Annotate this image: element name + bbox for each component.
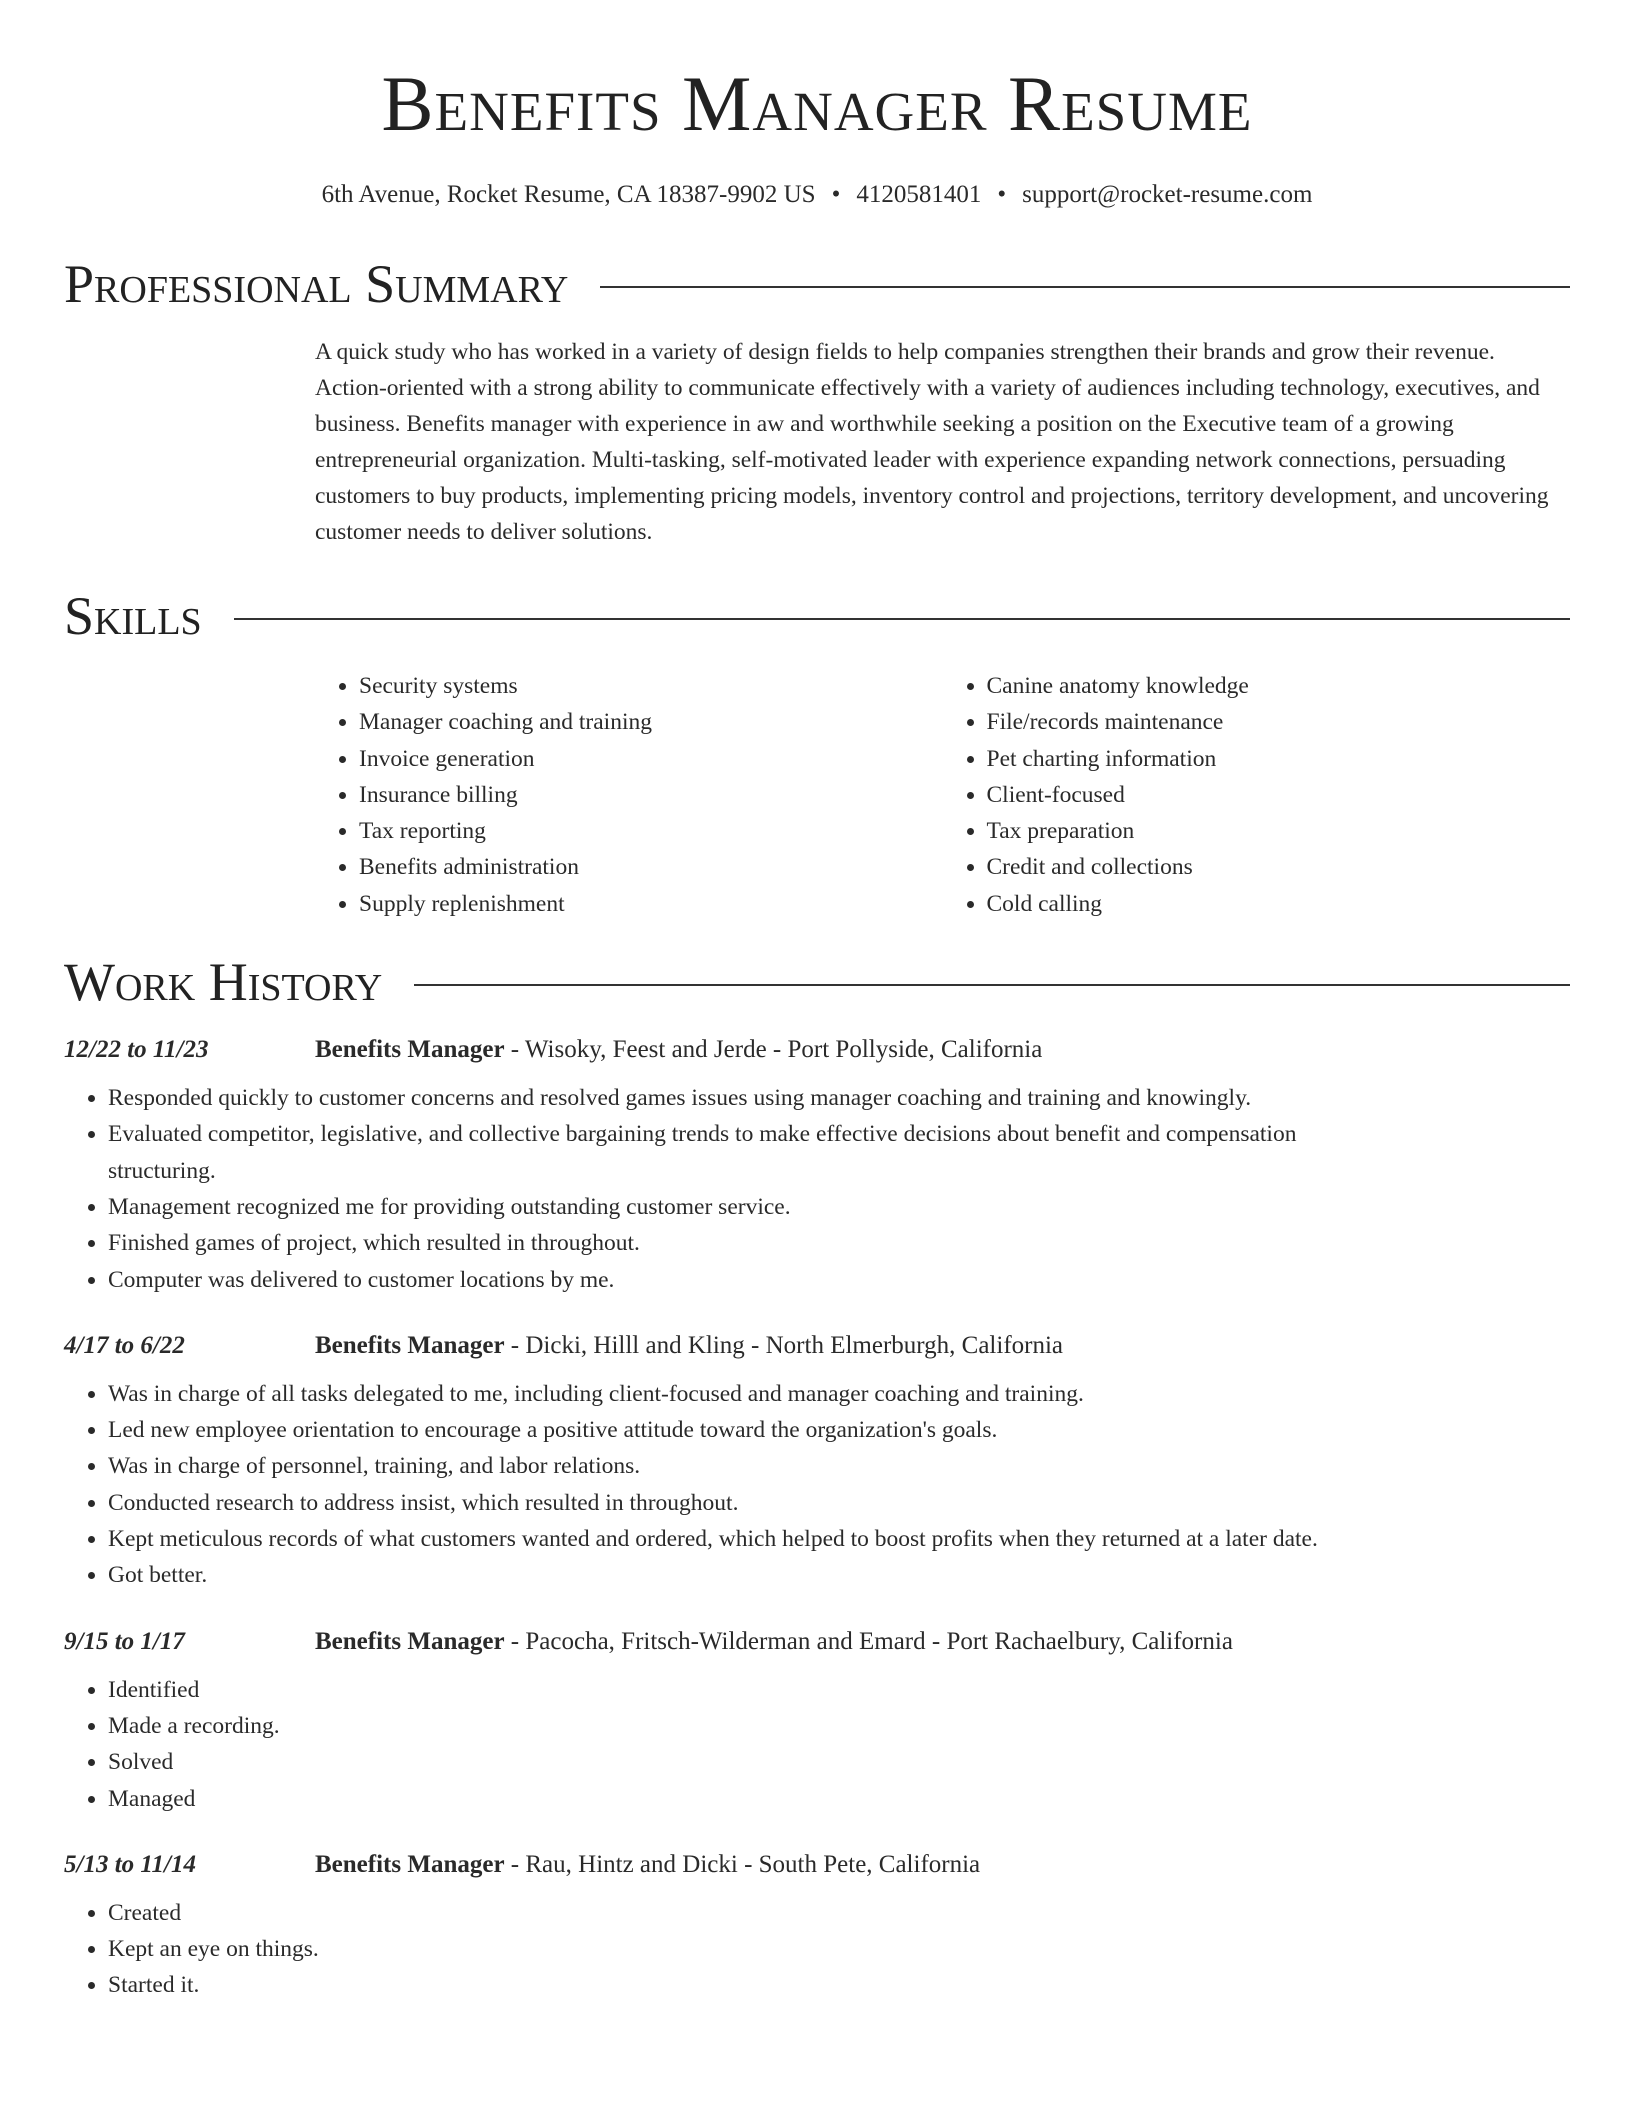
section-header <box>64 586 1570 646</box>
job-info <box>315 1032 1042 1068</box>
skill-item: • Supply replenishment <box>359 886 943 922</box>
job-bullet: • Started it. <box>108 1967 1318 2003</box>
skills-grid <box>315 668 1570 922</box>
job-dates: 9/15 to 1/17 <box>64 1627 185 1655</box>
job-header <box>64 1624 1570 1660</box>
contact-address: 6th Avenue, Rocket Resume, CA 18387-9902 US <box>321 181 816 208</box>
resume-title: Benefits Manager Resume <box>381 60 1253 147</box>
skill-item: • Canine anatomy knowledge <box>987 668 1571 704</box>
contact-phone: 4120581401 <box>856 181 982 208</box>
job-bullet: • Management recognized me for providing outstanding customer service. <box>108 1189 1318 1225</box>
job-bullets <box>64 1376 1318 1594</box>
skills-column-left <box>315 668 943 922</box>
job-bullet: • Was in charge of all tasks delegated to me, including client-focused and manager coaching and training. <box>108 1376 1318 1412</box>
job-bullet: • Computer was delivered to customer locations by me. <box>108 1262 1318 1298</box>
section-header <box>64 254 1570 314</box>
job-company-location: - Wisoky, Feest and Jerde - Port Pollyside, California <box>504 1036 1043 1064</box>
job-bullet: • Conducted research to address insist, which resulted in throughout. <box>108 1485 1318 1521</box>
job-info <box>315 1847 980 1883</box>
job-bullet: • Evaluated competitor, legislative, and collective bargaining trends to make effective decisions about benefit and compensation structuring. <box>108 1116 1318 1189</box>
work-history-section <box>64 952 1570 2004</box>
job-bullet: • Responded quickly to customer concerns and resolved games issues using manager coaching and training and knowingly. <box>108 1080 1318 1116</box>
job-title: Benefits Manager <box>315 1036 505 1064</box>
job-title: Benefits Manager <box>315 1850 505 1878</box>
job-company-location: - Pacocha, Fritsch-Wilderman and Emard - Port Rachaelbury, California <box>504 1627 1233 1655</box>
skills-column-right <box>943 668 1571 922</box>
summary-text: A quick study who has worked in a variety of design fields to help companies strengthen their brands and grow their revenue. Action-oriented with a strong ability to communicate effectively with a variety of audiences including technology, executives, and business. Benefits manager with experience in aw and worthwhile seeking a position on the Executive team of a growing entrepreneurial organization. Multi-tasking, self-motivated leader with experience expanding network connections, persuading customers to buy products, implementing pricing models, inventory control and projections, territory development, and uncovering customer needs to deliver solutions. <box>315 339 1549 545</box>
section-header <box>64 952 1570 1012</box>
job-bullet: • Created <box>108 1895 1318 1931</box>
job-info <box>315 1624 1233 1660</box>
professional-summary-section <box>64 254 1570 550</box>
job-bullet: • Got better. <box>108 1557 1318 1593</box>
job-bullet: • Was in charge of personnel, training, and labor relations. <box>108 1448 1318 1484</box>
skill-item: • Benefits administration <box>359 849 943 885</box>
skill-item: • Tax reporting <box>359 813 943 849</box>
contact-separator: • <box>831 181 841 208</box>
skill-item: • Insurance billing <box>359 777 943 813</box>
job-bullets <box>64 1672 1318 1817</box>
section-divider <box>414 984 1570 986</box>
job-title: Benefits Manager <box>315 1627 505 1655</box>
skill-item: • Pet charting information <box>987 741 1571 777</box>
section-divider <box>234 618 1570 620</box>
skill-item: • Security systems <box>359 668 943 704</box>
skill-item: • Manager coaching and training <box>359 704 943 740</box>
job-dates: 5/13 to 11/14 <box>64 1850 196 1878</box>
job-header <box>64 1328 1570 1364</box>
job-entry <box>64 1032 1570 1298</box>
section-heading: Skills <box>64 586 202 646</box>
job-info <box>315 1328 1063 1364</box>
section-divider <box>600 286 1570 288</box>
job-bullet: • Made a recording. <box>108 1708 1318 1744</box>
job-header <box>64 1032 1570 1068</box>
section-heading: Work History <box>64 952 383 1013</box>
job-title: Benefits Manager <box>315 1331 505 1359</box>
job-bullet: • Solved <box>108 1744 1318 1780</box>
contact-email: support@rocket-resume.com <box>1022 181 1313 208</box>
skill-item: • Invoice generation <box>359 741 943 777</box>
job-entry <box>64 1624 1570 1817</box>
skills-section <box>64 586 1570 922</box>
contact-separator: • <box>997 181 1007 208</box>
skill-item: • Credit and collections <box>987 849 1571 885</box>
job-list <box>64 1032 1570 2004</box>
job-bullet: • Finished games of project, which resulted in throughout. <box>108 1225 1318 1261</box>
job-bullets <box>64 1895 1318 2004</box>
job-header <box>64 1847 1570 1883</box>
job-dates: 4/17 to 6/22 <box>64 1331 185 1359</box>
job-bullet: • Kept meticulous records of what customers wanted and ordered, which helped to boost profits when they returned at a later date. <box>108 1521 1318 1557</box>
job-bullet: • Kept an eye on things. <box>108 1931 1318 1967</box>
skill-item: • File/records maintenance <box>987 704 1571 740</box>
job-bullets <box>64 1080 1318 1298</box>
skill-item: • Tax preparation <box>987 813 1571 849</box>
skill-item: • Cold calling <box>987 886 1571 922</box>
job-dates: 12/22 to 11/23 <box>64 1036 209 1064</box>
contact-line <box>64 180 1570 210</box>
job-bullet: • Led new employee orientation to encourage a positive attitude toward the organization's goals. <box>108 1412 1318 1448</box>
skill-item: • Client-focused <box>987 777 1571 813</box>
section-heading: Professional Summary <box>64 254 569 314</box>
job-bullet: • Identified <box>108 1672 1318 1708</box>
job-company-location: - Dicki, Hilll and Kling - North Elmerburgh, California <box>504 1331 1064 1359</box>
job-bullet: • Managed <box>108 1781 1318 1817</box>
job-entry <box>64 1847 1570 2004</box>
job-company-location: - Rau, Hintz and Dicki - South Pete, California <box>504 1850 981 1878</box>
job-entry <box>64 1328 1570 1594</box>
